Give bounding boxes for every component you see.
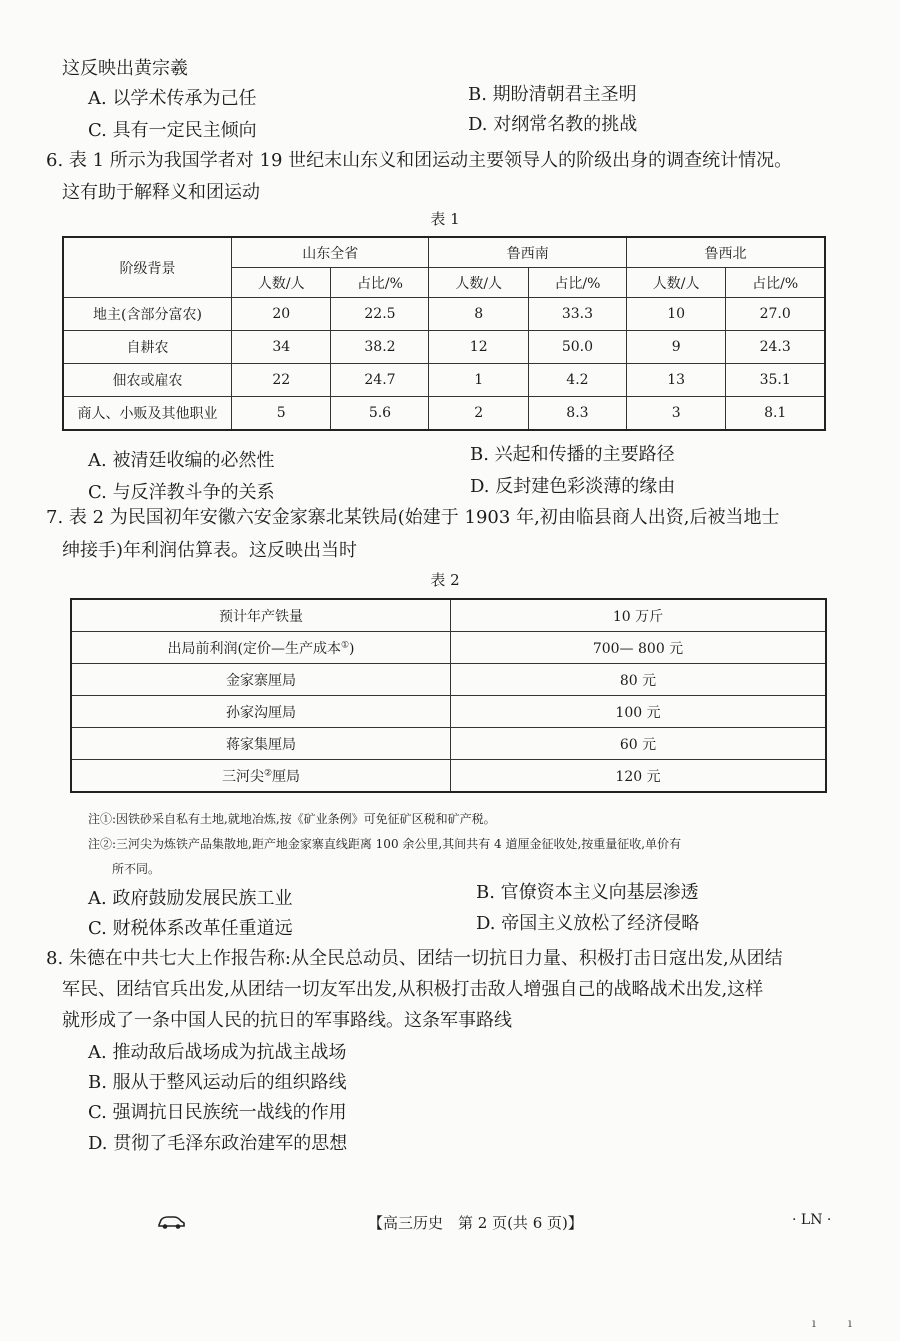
table1 [62,236,826,431]
table-cell: 13 [626,364,725,397]
table-row [63,364,825,397]
row-label: 金家寨厘局 [71,664,451,696]
table-cell: 8 [429,298,528,331]
row-label [71,632,451,664]
q8-stem-line1: 8. 朱德在中共七大上作报告称:从全民总动员、团结一切抗日力量、积极打击日寇出发,从团结 [46,948,783,969]
table-cell: 3 [626,397,725,431]
table1-subheader: 占比/% [726,268,825,298]
table-cell: 120 元 [451,760,827,793]
car-icon [156,1214,186,1230]
table-cell: 38.2 [331,331,429,364]
table1-subheader: 占比/% [528,268,626,298]
table2-note-1: 注①:因铁砂采自私有土地,就地冶炼,按《矿业条例》可免征矿区税和矿产税。 [88,812,496,826]
q6-stem-line1: 6. 表 1 所示为我国学者对 19 世纪末山东义和团运动主要领导人的阶级出身的调查统计情况。 [46,150,793,171]
row-label-text: 出局前利润(定价—生产成本 [167,640,341,657]
table-cell: 35.1 [726,364,825,397]
table1-subheader: 人数/人 [626,268,725,298]
table-cell: 5.6 [331,397,429,431]
row-label: 自耕农 [63,331,232,364]
scan-mark: ı [812,1316,816,1330]
page-footer-label: 【高三历史 第 2 页(共 6 页)】 [368,1214,583,1232]
table-cell: 24.3 [726,331,825,364]
table-cell: 8.3 [528,397,626,431]
footnote-marker: ② [263,767,273,778]
q5-option-d: D. 对纲常名教的挑战 [468,114,638,135]
scan-mark: ı [848,1316,852,1330]
row-label-tail: 厘局 [272,768,301,785]
table-row [71,664,826,696]
q6-option-c: C. 与反洋教斗争的关系 [88,482,275,503]
table-row [63,298,825,331]
table-row [71,696,826,728]
table-cell: 80 元 [451,664,827,696]
table1-group-header: 山东全省 [232,237,429,268]
table-cell: 4.2 [528,364,626,397]
q8-option-c: C. 强调抗日民族统一战线的作用 [88,1102,347,1123]
table-cell: 10 万斤 [451,599,827,632]
q8-option-a: A. 推动敌后战场成为抗战主战场 [88,1042,347,1063]
table-cell: 8.1 [726,397,825,431]
row-label: 地主(含部分富农) [63,298,232,331]
table1-group-header: 鲁西北 [626,237,825,268]
table-row [63,331,825,364]
q5-option-b: B. 期盼清朝君主圣明 [468,84,637,105]
table-cell: 50.0 [528,331,626,364]
table-cell: 20 [232,298,331,331]
footnote-marker: ① [340,639,350,650]
table-cell: 9 [626,331,725,364]
row-label: 孙家沟厘局 [71,696,451,728]
q8-option-b: B. 服从于整风运动后的组织路线 [88,1072,347,1093]
row-label-tail: ) [349,640,355,657]
table-cell: 700— 800 元 [451,632,827,664]
q7-option-b: B. 官僚资本主义向基层渗透 [476,882,699,903]
table-cell: 1 [429,364,528,397]
q7-stem-line1: 7. 表 2 为民国初年安徽六安金家寨北某铁局(始建于 1903 年,初由临县商人出资,后被当地士 [46,507,780,528]
q7-option-d: D. 帝国主义放松了经济侵略 [476,913,700,934]
table-cell: 60 元 [451,728,827,760]
row-label: 蒋家集厘局 [71,728,451,760]
table-row [71,599,826,632]
table2-note-2-cont: 所不同。 [112,862,161,876]
table-cell: 33.3 [528,298,626,331]
table1-caption: 表 1 [430,210,460,228]
table-cell: 100 元 [451,696,827,728]
q6-option-a: A. 被清廷收编的必然性 [88,450,275,471]
q6-option-b: B. 兴起和传播的主要路径 [470,444,675,465]
table2-note-2: 注②:三河尖为炼铁产品集散地,距产地金家寨直线距离 100 余公里,其间共有 4 道厘金征收处,按重量征收,单价有 [88,837,682,851]
q8-option-d: D. 贯彻了毛泽东政治建军的思想 [88,1133,348,1154]
q5-option-a: A. 以学术传承为己任 [88,88,257,109]
table2 [70,598,827,793]
table1-group-header: 鲁西南 [429,237,626,268]
q5-option-c: C. 具有一定民主倾向 [88,120,257,141]
q7-option-a: A. 政府鼓励发展民族工业 [88,888,293,909]
row-label: 佃农或雇农 [63,364,232,397]
table-cell: 24.7 [331,364,429,397]
page-footer-code: · LN · [792,1212,832,1228]
row-label: 商人、小贩及其他职业 [63,397,232,431]
table-row [71,760,826,793]
table-row [63,397,825,431]
row-label-text: 三河尖 [221,768,264,785]
table-row [71,632,826,664]
table1-subheader: 人数/人 [232,268,331,298]
table-cell: 2 [429,397,528,431]
table1-subheader: 占比/% [331,268,429,298]
q8-stem-line3: 就形成了一条中国人民的抗日的军事路线。这条军事路线 [62,1010,512,1031]
q8-stem-line2: 军民、团结官兵出发,从团结一切友军出发,从积极打击敌人增强自己的战略战术出发,这样 [62,979,764,1000]
table-cell: 10 [626,298,725,331]
table-cell: 5 [232,397,331,431]
q7-stem-line2: 绅接手)年利润估算表。这反映出当时 [62,540,358,561]
table-cell: 12 [429,331,528,364]
row-label: 预计年产铁量 [71,599,451,632]
table-cell: 34 [232,331,331,364]
table-row [71,728,826,760]
q6-stem-line2: 这有助于解释义和团运动 [62,182,260,203]
q6-option-d: D. 反封建色彩淡薄的缘由 [470,476,676,497]
table-cell: 27.0 [726,298,825,331]
row-label [71,760,451,793]
table1-corner-header: 阶级背景 [63,237,232,298]
table-cell: 22 [232,364,331,397]
q5-stem-tail: 这反映出黄宗羲 [62,58,188,79]
q7-option-c: C. 财税体系改革任重道远 [88,918,293,939]
table-cell: 22.5 [331,298,429,331]
table2-caption: 表 2 [430,571,460,589]
table1-subheader: 人数/人 [429,268,528,298]
